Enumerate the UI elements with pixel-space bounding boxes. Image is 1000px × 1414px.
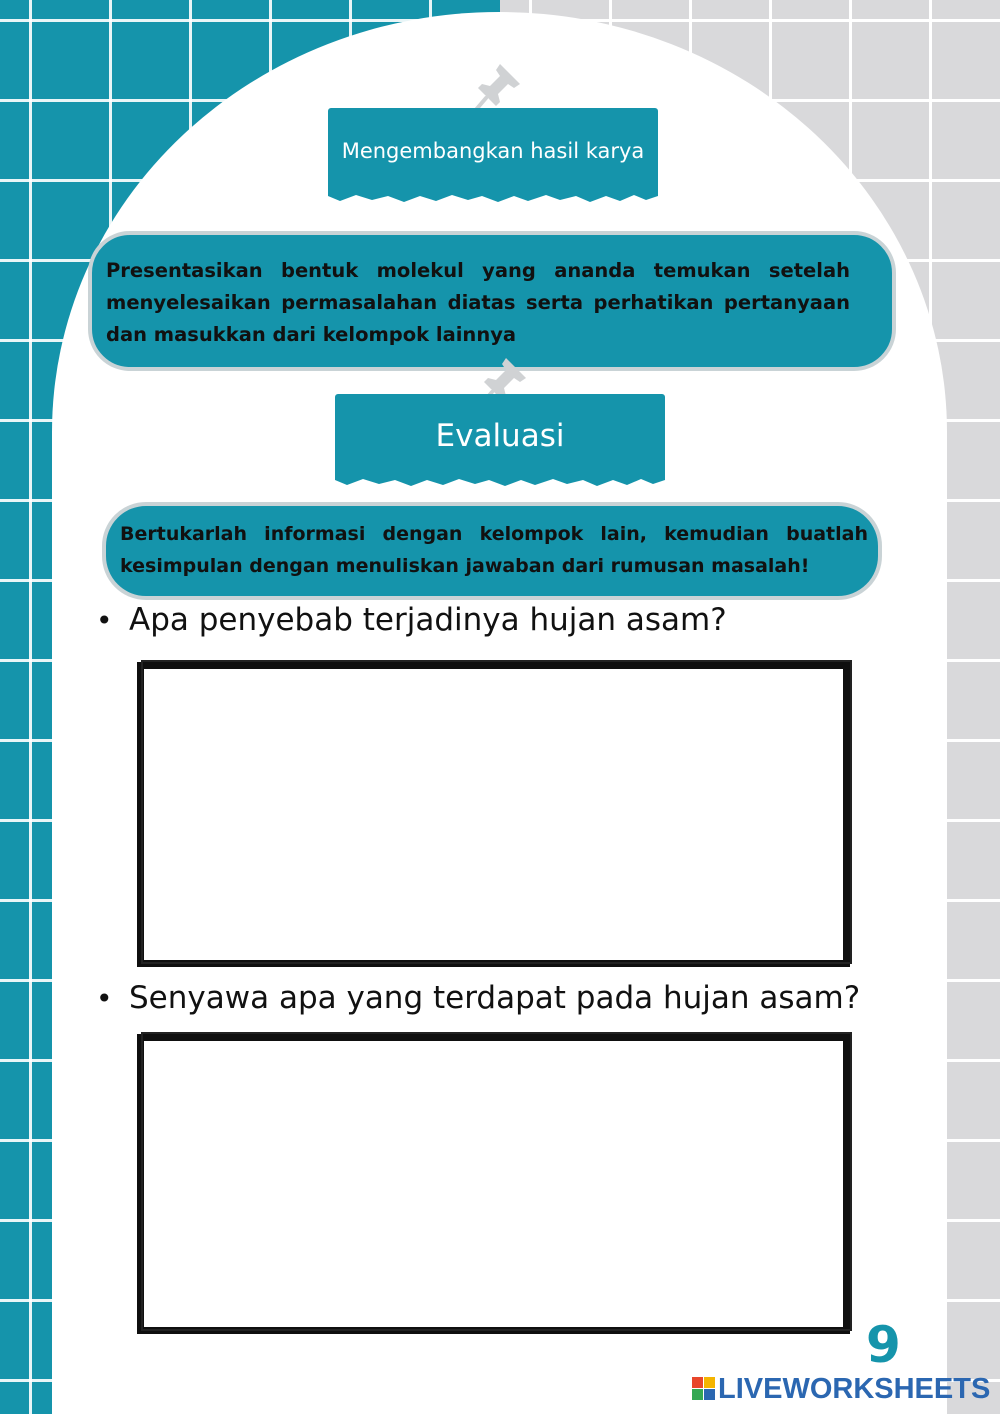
instruction-exchange-text: Bertukarlah informasi dengan kelompok lain, kemudian buatlah kesimpulan dengan menuliskan jawaban dari rumusan masalah! <box>120 523 868 577</box>
question-2-text: Senyawa apa yang terdapat pada hujan asam? <box>129 980 861 1016</box>
section-banner-develop <box>328 108 658 194</box>
torn-edge <box>335 474 665 488</box>
question-1 <box>96 602 727 638</box>
pushpin-icon <box>470 60 524 114</box>
section-banner-evaluation <box>335 394 665 478</box>
liveworksheets-mark-icon <box>692 1377 716 1401</box>
question-1-text: Apa penyebab terjadinya hujan asam? <box>129 602 727 638</box>
instruction-presentation-text: Presentasikan bentuk molekul yang ananda temukan setelah menyelesaikan permasalahan diatas serta perhatikan pertanyaan dan masukkan dari kelompok lainnya <box>106 259 850 346</box>
banner-develop-title: Mengembangkan hasil karya <box>341 139 645 163</box>
bullet: • <box>96 982 113 1015</box>
answer-box-2[interactable] <box>137 1034 850 1334</box>
bullet: • <box>96 604 113 637</box>
torn-edge <box>328 190 658 204</box>
question-2 <box>96 980 860 1016</box>
page-number: 9 <box>866 1316 901 1374</box>
answer-box-1[interactable] <box>137 662 850 967</box>
liveworksheets-wordmark: LIVEWORKSHEETS <box>718 1372 991 1405</box>
instruction-presentation <box>88 231 896 371</box>
banner-evaluation-title: Evaluasi <box>435 418 565 454</box>
instruction-exchange <box>102 502 882 600</box>
liveworksheets-logo <box>692 1372 990 1406</box>
